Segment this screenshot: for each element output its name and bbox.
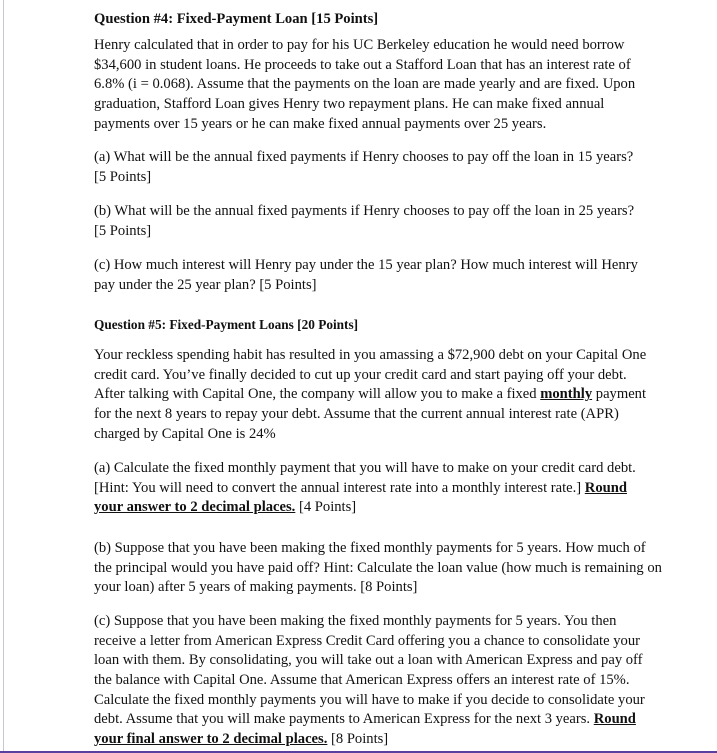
text-run: debt. Assume that you will make payments to American Express for the next 3 years.: [94, 711, 594, 728]
question-5-part-c: [94, 612, 694, 750]
text-run: [8 Points]: [327, 731, 389, 748]
question-5-heading-block: [94, 315, 694, 335]
paragraph-line: [94, 710, 694, 730]
text-run: After talking with Capital One, the company will allow you to make a fixed: [94, 386, 541, 403]
question-5-intro: [94, 346, 694, 444]
question-4-heading-block: [94, 10, 694, 30]
paragraph-line: [94, 479, 694, 499]
paragraph-line: [5 Points]: [94, 168, 152, 185]
paragraph-line: credit card. You’ve finally decided to cut up your credit card and start paying off your debt.: [94, 366, 627, 383]
text-run: [4 Points]: [295, 499, 357, 516]
emphasis-round: Round: [593, 711, 636, 728]
emphasis-decimal-places: your answer to 2 decimal places.: [94, 499, 296, 516]
paragraph-line: (c) Suppose that you have been making the fixed monthly payments for 5 years. You then: [94, 613, 617, 629]
paragraph-line: [5 Points]: [94, 222, 152, 239]
paragraph-line: graduation, Stafford Loan gives Henry two repayment plans. He can make fixed annual: [94, 96, 605, 113]
emphasis-monthly: monthly: [540, 386, 593, 403]
paragraph-line: [94, 498, 694, 518]
question-4-heading: Question #4: Fixed-Payment Loan [15 Points]: [94, 11, 379, 27]
paragraph-line: payments over 15 years or he can make fixed annual payments over 25 years.: [94, 115, 547, 132]
emphasis-round: Round: [584, 479, 627, 496]
text-run: [Hint: You will need to convert the annual interest rate into a monthly interest rate.]: [94, 479, 585, 496]
emphasis-decimal-places: your final answer to 2 decimal places.: [94, 731, 328, 748]
paragraph-line: loan with them. By consolidating, you will take out a loan with American Express and pay off: [94, 652, 643, 669]
paragraph-line: for the next 8 years to repay your debt. Assume that the current annual interest rate (APR): [94, 406, 619, 423]
paragraph-line: the balance with Capital One. Assume that American Express offers an interest rate of 15%.: [94, 672, 630, 689]
paragraph-line: 6.8% (i = 0.068). Assume that the payments on the loan are made yearly and are fixed. Upon: [94, 76, 636, 93]
page-left-border: [3, 0, 4, 751]
paragraph-line: $34,600 in student loans. He proceeds to take out a Stafford Loan that has an interest rate of: [94, 56, 631, 73]
question-4-part-a: [94, 148, 694, 187]
paragraph-line: pay under the 25 year plan? [5 Points]: [94, 276, 317, 293]
paragraph-line: [94, 730, 694, 750]
text-run: payment: [592, 386, 647, 403]
question-4-intro: [94, 36, 694, 134]
paragraph-line: the principal would you have paid off? Hint: Calculate the loan value (how much is remaining on: [94, 559, 662, 576]
paragraph-line: (a) Calculate the fixed monthly payment that you will have to make on your credit card debt.: [94, 460, 636, 476]
paragraph-line: (c) How much interest will Henry pay under the 15 year plan? How much interest will Henry: [94, 257, 638, 273]
question-4-part-b: [94, 202, 694, 241]
paragraph-line: Your reckless spending habit has resulted in you amassing a $72,900 debt on your Capital One: [94, 347, 647, 363]
question-5-part-b: [94, 539, 694, 598]
paragraph-line: [94, 385, 694, 405]
paragraph-line: (b) What will be the annual fixed payments if Henry chooses to pay off the loan in 25 years?: [94, 203, 635, 219]
paragraph-line: your loan) after 5 years of making payments. [8 Points]: [94, 579, 418, 596]
paragraph-line: Henry calculated that in order to pay for his UC Berkeley education he would need borrow: [94, 37, 625, 53]
question-5-heading: Question #5: Fixed-Payment Loans [20 Points]: [94, 317, 359, 332]
paragraph-line: Calculate the fixed monthly payments you will have to make if you decide to consolidate your: [94, 691, 645, 708]
question-5-part-a: [94, 459, 694, 518]
question-4-part-c: [94, 256, 694, 295]
paragraph-line: receive a letter from American Express Credit Card offering you a chance to consolidate your: [94, 632, 640, 649]
paragraph-line: charged by Capital One is 24%: [94, 425, 276, 442]
paragraph-line: (b) Suppose that you have been making the fixed monthly payments for 5 years. How much of: [94, 540, 646, 556]
paragraph-line: (a) What will be the annual fixed payments if Henry chooses to pay off the loan in 15 years?: [94, 149, 634, 165]
